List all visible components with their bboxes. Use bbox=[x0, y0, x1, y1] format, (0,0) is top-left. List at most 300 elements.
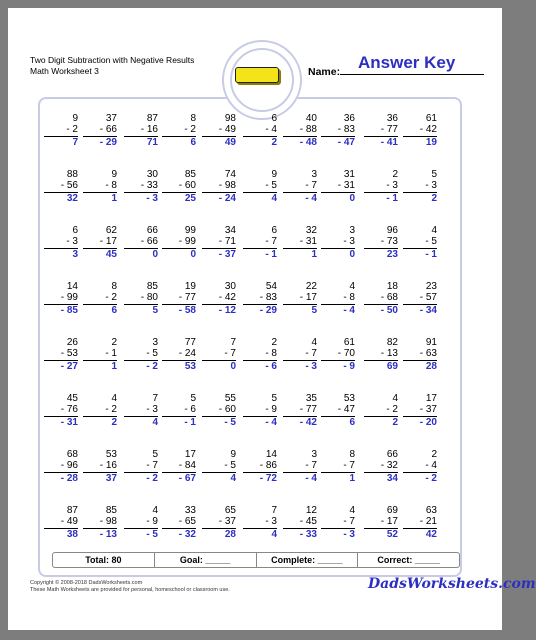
problem-minuend: 62 bbox=[105, 225, 117, 236]
problem bbox=[202, 226, 236, 260]
problem-minuend: 82 bbox=[386, 337, 398, 348]
problem-subtrahend: - 96 bbox=[44, 461, 78, 473]
problem-subtrahend: - 7 bbox=[321, 517, 355, 529]
problem-minuend: 4 bbox=[111, 393, 117, 404]
problem bbox=[283, 338, 317, 372]
problem bbox=[83, 506, 117, 540]
problem bbox=[243, 226, 277, 260]
problem-minuend: 4 bbox=[431, 225, 437, 236]
problem-minuend: 53 bbox=[343, 393, 355, 404]
problem-subtrahend: - 7 bbox=[283, 181, 317, 193]
problem bbox=[44, 394, 78, 428]
problem-minuend: 77 bbox=[184, 337, 196, 348]
problem-answer: 34 bbox=[386, 472, 398, 484]
problem-subtrahend: - 3 bbox=[124, 405, 158, 417]
problem bbox=[162, 394, 196, 428]
problem bbox=[403, 226, 437, 260]
problem-minuend: 17 bbox=[425, 393, 437, 404]
problem-subtrahend: - 3 bbox=[243, 517, 277, 529]
problem-answer: 23 bbox=[386, 248, 398, 260]
score-total: Total: 80 bbox=[85, 555, 122, 565]
problem-subtrahend: - 7 bbox=[321, 461, 355, 473]
problem bbox=[364, 450, 398, 484]
problem-answer: 53 bbox=[184, 360, 196, 372]
problem-subtrahend: - 6 bbox=[162, 405, 196, 417]
problem-answer: 0 bbox=[190, 248, 196, 260]
problem bbox=[44, 450, 78, 484]
problem-subtrahend: - 42 bbox=[403, 125, 437, 137]
problem-minuend: 6 bbox=[271, 113, 277, 124]
problem bbox=[403, 450, 437, 484]
problem-subtrahend: - 3 bbox=[321, 237, 355, 249]
problem-subtrahend: - 49 bbox=[44, 517, 78, 529]
problem-minuend: 36 bbox=[386, 113, 398, 124]
problem-answer: 19 bbox=[425, 136, 437, 148]
problem-answer: - 58 bbox=[178, 304, 196, 316]
problem-subtrahend: - 83 bbox=[321, 125, 355, 137]
problem-answer: 6 bbox=[111, 304, 117, 316]
problem-subtrahend: - 68 bbox=[364, 293, 398, 305]
problem-subtrahend: - 7 bbox=[202, 349, 236, 361]
problem-answer: - 13 bbox=[99, 528, 117, 540]
problem-answer: 45 bbox=[105, 248, 117, 260]
problem-minuend: 3 bbox=[152, 337, 158, 348]
problem-answer: 2 bbox=[111, 416, 117, 428]
problem-subtrahend: - 42 bbox=[202, 293, 236, 305]
problem bbox=[83, 394, 117, 428]
problem-subtrahend: - 57 bbox=[403, 293, 437, 305]
problem-minuend: 85 bbox=[184, 169, 196, 180]
problem bbox=[162, 338, 196, 372]
title-line-1: Two Digit Subtraction with Negative Results bbox=[30, 55, 195, 65]
problem-answer: - 34 bbox=[419, 304, 437, 316]
problem-answer: - 50 bbox=[380, 304, 398, 316]
problem-answer: - 4 bbox=[343, 304, 355, 316]
problem bbox=[364, 394, 398, 428]
problem-answer: 7 bbox=[72, 136, 78, 148]
problem bbox=[321, 226, 355, 260]
problem-minuend: 91 bbox=[425, 337, 437, 348]
problem-answer: 0 bbox=[349, 192, 355, 204]
problem-minuend: 4 bbox=[392, 393, 398, 404]
problem-minuend: 36 bbox=[343, 113, 355, 124]
brand-logo[interactable]: DadsWorksheets.com bbox=[368, 576, 536, 592]
problem bbox=[202, 282, 236, 316]
problem-subtrahend: - 98 bbox=[83, 517, 117, 529]
problem bbox=[162, 450, 196, 484]
problem-subtrahend: - 83 bbox=[243, 293, 277, 305]
problem-answer: 32 bbox=[66, 192, 78, 204]
problem-subtrahend: - 47 bbox=[321, 405, 355, 417]
problem-subtrahend: - 17 bbox=[83, 237, 117, 249]
problem-subtrahend: - 2 bbox=[83, 293, 117, 305]
problem bbox=[283, 114, 317, 148]
problem bbox=[124, 338, 158, 372]
problem-minuend: 14 bbox=[265, 449, 277, 460]
problem-answer: - 4 bbox=[305, 472, 317, 484]
problem-subtrahend: - 60 bbox=[202, 405, 236, 417]
problem bbox=[124, 450, 158, 484]
problem-subtrahend: - 53 bbox=[44, 349, 78, 361]
problem-answer: - 3 bbox=[146, 192, 158, 204]
problem-answer: - 32 bbox=[178, 528, 196, 540]
problem-answer: 3 bbox=[72, 248, 78, 260]
problem-answer: - 67 bbox=[178, 472, 196, 484]
problem bbox=[283, 170, 317, 204]
problem-subtrahend: - 2 bbox=[162, 125, 196, 137]
problem-subtrahend: - 45 bbox=[283, 517, 317, 529]
problem-answer: - 27 bbox=[60, 360, 78, 372]
problem-answer: - 42 bbox=[299, 416, 317, 428]
problem-subtrahend: - 99 bbox=[162, 237, 196, 249]
problem-answer: - 28 bbox=[60, 472, 78, 484]
problem-answer: - 31 bbox=[60, 416, 78, 428]
problem-minuend: 8 bbox=[111, 281, 117, 292]
problem-minuend: 66 bbox=[386, 449, 398, 460]
problem-answer: 4 bbox=[271, 528, 277, 540]
problem-subtrahend: - 9 bbox=[124, 517, 158, 529]
eraser-icon bbox=[235, 67, 279, 83]
problem-answer: 1 bbox=[349, 472, 355, 484]
problem bbox=[44, 282, 78, 316]
problem-answer: - 33 bbox=[299, 528, 317, 540]
problem-subtrahend: - 17 bbox=[283, 293, 317, 305]
problem-answer: - 1 bbox=[425, 248, 437, 260]
problem bbox=[403, 338, 437, 372]
problem-answer: 49 bbox=[224, 136, 236, 148]
problem-minuend: 5 bbox=[152, 449, 158, 460]
problem-minuend: 87 bbox=[66, 505, 78, 516]
problem bbox=[364, 226, 398, 260]
problem bbox=[202, 338, 236, 372]
problem-answer: 2 bbox=[431, 192, 437, 204]
problem-minuend: 9 bbox=[230, 449, 236, 460]
problem-answer: - 72 bbox=[259, 472, 277, 484]
problem-minuend: 31 bbox=[343, 169, 355, 180]
copyright-line-2: These Math Worksheets are provided for personal, homeschool or classroom use. bbox=[30, 587, 230, 593]
problem bbox=[83, 114, 117, 148]
problem-subtrahend: - 76 bbox=[44, 405, 78, 417]
problem-minuend: 4 bbox=[152, 505, 158, 516]
problem-minuend: 66 bbox=[146, 225, 158, 236]
score-goal: Goal: _____ bbox=[154, 553, 256, 567]
problem bbox=[162, 114, 196, 148]
problem-minuend: 12 bbox=[305, 505, 317, 516]
problem-answer: 5 bbox=[152, 304, 158, 316]
problem-minuend: 98 bbox=[224, 113, 236, 124]
problem-minuend: 45 bbox=[66, 393, 78, 404]
problem-subtrahend: - 16 bbox=[124, 125, 158, 137]
problem-minuend: 35 bbox=[305, 393, 317, 404]
problem bbox=[124, 226, 158, 260]
problem bbox=[202, 114, 236, 148]
problem-minuend: 5 bbox=[190, 393, 196, 404]
problem-answer: 28 bbox=[224, 528, 236, 540]
problem-subtrahend: - 71 bbox=[202, 237, 236, 249]
problem-subtrahend: - 37 bbox=[202, 517, 236, 529]
problem-subtrahend: - 16 bbox=[83, 461, 117, 473]
problem-minuend: 17 bbox=[184, 449, 196, 460]
problem-subtrahend: - 1 bbox=[83, 349, 117, 361]
problem-subtrahend: - 63 bbox=[403, 349, 437, 361]
problem-minuend: 9 bbox=[271, 169, 277, 180]
problem-subtrahend: - 77 bbox=[364, 125, 398, 137]
problem-minuend: 40 bbox=[305, 113, 317, 124]
problem bbox=[44, 114, 78, 148]
problem-answer: - 3 bbox=[305, 360, 317, 372]
problem-minuend: 26 bbox=[66, 337, 78, 348]
problem-subtrahend: - 8 bbox=[83, 181, 117, 193]
problem-minuend: 6 bbox=[271, 225, 277, 236]
problem-minuend: 23 bbox=[425, 281, 437, 292]
problem-subtrahend: - 7 bbox=[243, 237, 277, 249]
problem bbox=[124, 282, 158, 316]
problem-answer: - 48 bbox=[299, 136, 317, 148]
problem-minuend: 4 bbox=[349, 505, 355, 516]
problem bbox=[162, 226, 196, 260]
problem bbox=[162, 170, 196, 204]
problem-answer: 5 bbox=[311, 304, 317, 316]
problem-subtrahend: - 33 bbox=[124, 181, 158, 193]
problem-answer: 4 bbox=[230, 472, 236, 484]
problem-minuend: 37 bbox=[105, 113, 117, 124]
problem bbox=[44, 170, 78, 204]
problem-subtrahend: - 5 bbox=[403, 237, 437, 249]
problem-answer: 6 bbox=[349, 416, 355, 428]
problem-subtrahend: - 5 bbox=[124, 349, 158, 361]
name-line bbox=[340, 74, 484, 75]
problem bbox=[283, 226, 317, 260]
problem-answer: - 1 bbox=[265, 248, 277, 260]
problem-answer: 0 bbox=[230, 360, 236, 372]
problem-minuend: 65 bbox=[224, 505, 236, 516]
problem bbox=[364, 506, 398, 540]
problem-subtrahend: - 60 bbox=[162, 181, 196, 193]
problem bbox=[162, 506, 196, 540]
problem-subtrahend: - 2 bbox=[44, 125, 78, 137]
problem bbox=[124, 170, 158, 204]
problem-minuend: 32 bbox=[305, 225, 317, 236]
problem bbox=[243, 338, 277, 372]
problem bbox=[403, 506, 437, 540]
problem bbox=[243, 506, 277, 540]
problem-answer: 0 bbox=[152, 248, 158, 260]
problem-subtrahend: - 98 bbox=[202, 181, 236, 193]
problem-minuend: 88 bbox=[66, 169, 78, 180]
problem-minuend: 63 bbox=[425, 505, 437, 516]
problem-subtrahend: - 5 bbox=[243, 181, 277, 193]
problem-minuend: 33 bbox=[184, 505, 196, 516]
problem-minuend: 9 bbox=[72, 113, 78, 124]
problem-subtrahend: - 5 bbox=[202, 461, 236, 473]
problem-answer: 4 bbox=[152, 416, 158, 428]
problem-minuend: 7 bbox=[152, 393, 158, 404]
problem-minuend: 2 bbox=[431, 449, 437, 460]
problem bbox=[321, 450, 355, 484]
problem-subtrahend: - 56 bbox=[44, 181, 78, 193]
problem-minuend: 2 bbox=[271, 337, 277, 348]
problem bbox=[243, 394, 277, 428]
problem-subtrahend: - 70 bbox=[321, 349, 355, 361]
problem bbox=[83, 450, 117, 484]
problem bbox=[83, 338, 117, 372]
problem-subtrahend: - 80 bbox=[124, 293, 158, 305]
problem-answer: - 29 bbox=[99, 136, 117, 148]
problem bbox=[202, 450, 236, 484]
problem bbox=[321, 338, 355, 372]
problem-answer: - 24 bbox=[218, 192, 236, 204]
problem-answer: - 5 bbox=[224, 416, 236, 428]
problem-frame bbox=[38, 97, 462, 577]
score-correct: Correct: _____ bbox=[357, 553, 459, 567]
problem bbox=[83, 170, 117, 204]
problem bbox=[403, 114, 437, 148]
problem-subtrahend: - 77 bbox=[283, 405, 317, 417]
problem-answer: - 3 bbox=[343, 528, 355, 540]
problem-subtrahend: - 17 bbox=[364, 517, 398, 529]
problem-answer: - 9 bbox=[343, 360, 355, 372]
problem bbox=[202, 394, 236, 428]
problem-subtrahend: - 3 bbox=[44, 237, 78, 249]
answer-key-label: Answer Key bbox=[358, 53, 456, 72]
problem-subtrahend: - 7 bbox=[283, 461, 317, 473]
problem-minuend: 61 bbox=[343, 337, 355, 348]
problem-subtrahend: - 77 bbox=[162, 293, 196, 305]
problem-answer: - 2 bbox=[146, 360, 158, 372]
problem-answer: 2 bbox=[271, 136, 277, 148]
problem-answer: 28 bbox=[425, 360, 437, 372]
problem bbox=[283, 394, 317, 428]
problem-answer: 37 bbox=[105, 472, 117, 484]
problem-answer: 1 bbox=[111, 192, 117, 204]
problem-answer: 71 bbox=[146, 136, 158, 148]
problem-answer: 4 bbox=[271, 192, 277, 204]
problem-answer: 6 bbox=[190, 136, 196, 148]
problem bbox=[403, 394, 437, 428]
problem bbox=[364, 114, 398, 148]
problem-minuend: 85 bbox=[146, 281, 158, 292]
problem-answer: 1 bbox=[111, 360, 117, 372]
problem-minuend: 8 bbox=[190, 113, 196, 124]
problem-minuend: 3 bbox=[311, 169, 317, 180]
problem bbox=[243, 170, 277, 204]
problem bbox=[83, 282, 117, 316]
problem-subtrahend: - 99 bbox=[44, 293, 78, 305]
problem-minuend: 7 bbox=[271, 505, 277, 516]
problem bbox=[321, 506, 355, 540]
problem bbox=[321, 282, 355, 316]
problem bbox=[321, 114, 355, 148]
problem-minuend: 6 bbox=[72, 225, 78, 236]
problem-minuend: 61 bbox=[425, 113, 437, 124]
copyright-line-1: Copyright © 2008-2018 DadsWorksheets.com bbox=[30, 580, 143, 586]
problem-minuend: 8 bbox=[349, 449, 355, 460]
problem bbox=[202, 506, 236, 540]
problem bbox=[364, 338, 398, 372]
problem-answer: 52 bbox=[386, 528, 398, 540]
problem-subtrahend: - 31 bbox=[321, 181, 355, 193]
problem-subtrahend: - 37 bbox=[403, 405, 437, 417]
problem-minuend: 2 bbox=[111, 337, 117, 348]
problem-subtrahend: - 3 bbox=[403, 181, 437, 193]
problem bbox=[124, 506, 158, 540]
problem-minuend: 22 bbox=[305, 281, 317, 292]
problem-subtrahend: - 84 bbox=[162, 461, 196, 473]
problem bbox=[243, 282, 277, 316]
problem-minuend: 68 bbox=[66, 449, 78, 460]
problem-subtrahend: - 8 bbox=[243, 349, 277, 361]
problem bbox=[162, 282, 196, 316]
problem-answer: - 37 bbox=[218, 248, 236, 260]
problem-subtrahend: - 8 bbox=[321, 293, 355, 305]
problem-subtrahend: - 3 bbox=[364, 181, 398, 193]
problem-answer: 1 bbox=[311, 248, 317, 260]
name-label: Name: bbox=[308, 66, 341, 78]
problem-minuend: 4 bbox=[311, 337, 317, 348]
problem-subtrahend: - 66 bbox=[124, 237, 158, 249]
problem bbox=[44, 226, 78, 260]
problem-minuend: 99 bbox=[184, 225, 196, 236]
problem-subtrahend: - 88 bbox=[283, 125, 317, 137]
problem-answer: 42 bbox=[425, 528, 437, 540]
problem-answer: - 12 bbox=[218, 304, 236, 316]
problem-minuend: 34 bbox=[224, 225, 236, 236]
problem bbox=[202, 170, 236, 204]
problem-minuend: 96 bbox=[386, 225, 398, 236]
score-complete: Complete: _____ bbox=[256, 553, 358, 567]
problem-subtrahend: - 65 bbox=[162, 517, 196, 529]
problem-minuend: 9 bbox=[111, 169, 117, 180]
problem-subtrahend: - 9 bbox=[243, 405, 277, 417]
problem-minuend: 53 bbox=[105, 449, 117, 460]
problem-subtrahend: - 32 bbox=[364, 461, 398, 473]
problem-answer: - 41 bbox=[380, 136, 398, 148]
problem-minuend: 30 bbox=[146, 169, 158, 180]
problem-subtrahend: - 4 bbox=[243, 125, 277, 137]
problem-answer: - 1 bbox=[386, 192, 398, 204]
problem-minuend: 14 bbox=[66, 281, 78, 292]
problem-subtrahend: - 49 bbox=[202, 125, 236, 137]
problem bbox=[283, 506, 317, 540]
problem-answer: - 1 bbox=[184, 416, 196, 428]
problem-minuend: 2 bbox=[392, 169, 398, 180]
problem-minuend: 3 bbox=[311, 449, 317, 460]
problem-subtrahend: - 73 bbox=[364, 237, 398, 249]
problem-answer: 69 bbox=[386, 360, 398, 372]
problem bbox=[283, 450, 317, 484]
problem-subtrahend: - 2 bbox=[364, 405, 398, 417]
problem-answer: - 2 bbox=[146, 472, 158, 484]
problem-minuend: 69 bbox=[386, 505, 398, 516]
problem-answer: 2 bbox=[392, 416, 398, 428]
problem-subtrahend: - 7 bbox=[283, 349, 317, 361]
problem-answer: - 29 bbox=[259, 304, 277, 316]
problem-answer: - 47 bbox=[337, 136, 355, 148]
problem-answer: - 4 bbox=[265, 416, 277, 428]
problem-subtrahend: - 66 bbox=[83, 125, 117, 137]
problem-minuend: 55 bbox=[224, 393, 236, 404]
score-bar bbox=[52, 552, 460, 568]
problem-minuend: 30 bbox=[224, 281, 236, 292]
problem-answer: 25 bbox=[184, 192, 196, 204]
problem-answer: - 20 bbox=[419, 416, 437, 428]
problem-subtrahend: - 4 bbox=[403, 461, 437, 473]
problem-minuend: 3 bbox=[349, 225, 355, 236]
problem-answer: 38 bbox=[66, 528, 78, 540]
problem-minuend: 85 bbox=[105, 505, 117, 516]
problem-subtrahend: - 21 bbox=[403, 517, 437, 529]
problem bbox=[403, 282, 437, 316]
